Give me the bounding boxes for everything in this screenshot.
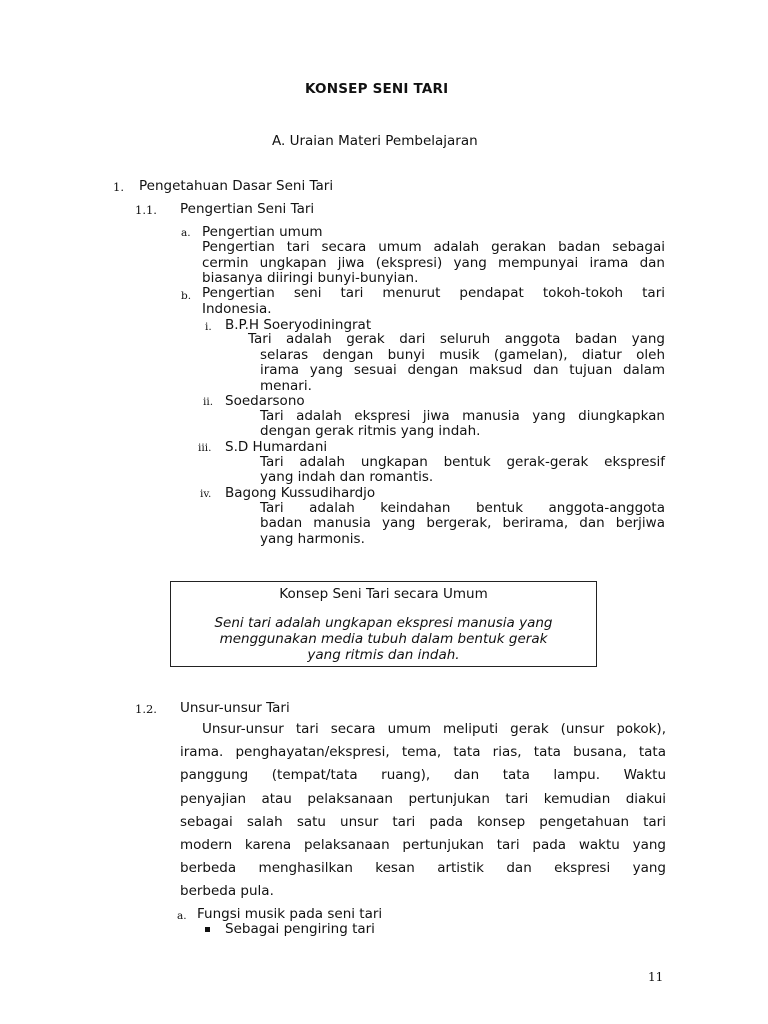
- paragraph-line: modern karena pelaksanaan pertunjukan tari pada waktu yang: [180, 836, 666, 853]
- tokoh-iv-name: Bagong Kussudihardjo: [225, 485, 376, 501]
- paragraph-line: panggung (tempat/tata ruang), dan tata lampu. Waktu: [180, 767, 666, 784]
- tokoh-ii-name: Soedarsono: [225, 393, 305, 409]
- tokoh-ii-text: [260, 409, 665, 440]
- concept-box-line: Seni tari adalah ungkapan ekspresi manusia yang: [214, 615, 553, 631]
- tokoh-iii-line: Tari adalah ungkapan bentuk gerak-gerak ekspresif: [260, 453, 665, 470]
- item-a-label: Pengertian umum: [202, 224, 323, 240]
- item-b-line: Indonesia.: [202, 300, 272, 317]
- item-a-line: Pengertian tari secara umum adalah gerakan badan sebagai: [202, 239, 665, 255]
- tokoh-iii-name: S.D Humardani: [225, 439, 328, 455]
- item11-number: 1.1.: [135, 203, 157, 217]
- item11-label: Pengertian Seni Tari: [180, 201, 315, 217]
- bullet-item: Sebagai pengiring tari: [225, 921, 375, 937]
- tokoh-i-text: [260, 348, 665, 395]
- item12-label: Unsur-unsur Tari: [180, 700, 290, 716]
- section-heading: A. Uraian Materi Pembelajaran: [272, 133, 478, 149]
- item1-label: Pengetahuan Dasar Seni Tari: [139, 178, 334, 194]
- tokoh-i-line: menari.: [260, 377, 312, 394]
- document-title: KONSEP SENI TARI: [305, 81, 449, 97]
- tokoh-iv-line: Tari adalah keindahan bentuk anggota-anggota: [260, 499, 665, 516]
- item-a-line: biasanya diiringi bunyi-bunyian.: [202, 270, 419, 286]
- item-a-line: cermin ungkapan jiwa (ekspresi) yang mempunyai irama dan: [202, 254, 665, 271]
- item-b-line: Pengertian seni tari menurut pendapat tokoh-tokoh tari: [202, 285, 665, 301]
- item-b-text: [202, 286, 665, 317]
- tokoh-iii-text: [260, 455, 665, 486]
- paragraph-line: Unsur-unsur tari secara umum meliputi gerak (unsur pokok),: [202, 721, 666, 737]
- tokoh-ii-line: dengan gerak ritmis yang indah.: [260, 423, 481, 439]
- paragraph-line: penyajian atau pelaksanaan pertunjukan tari kemudian diakui: [180, 790, 666, 807]
- concept-box: [170, 581, 597, 667]
- tokoh-iv-text: [260, 501, 665, 548]
- tokoh-ii-number: ii.: [203, 396, 214, 408]
- paragraph-line: berbeda menghasilkan kesan artistik dan ekspresi yang: [180, 860, 666, 877]
- unsur-paragraph: [180, 718, 666, 904]
- square-bullet-icon: [205, 921, 210, 937]
- paragraph-line: irama. penghayatan/ekspresi, tema, tata rias, tata busana, tata: [180, 744, 666, 761]
- tokoh-iv-line: badan manusia yang bergerak, berirama, dan berjiwa: [260, 515, 665, 531]
- concept-box-title: Konsep Seni Tari secara Umum: [279, 586, 488, 602]
- item-a-text: [202, 240, 665, 287]
- item12-number: 1.2.: [135, 702, 157, 716]
- tokoh-ii-line: Tari adalah ekspresi jiwa manusia yang diungkapkan: [260, 407, 665, 424]
- paragraph-line: berbeda pula.: [180, 883, 274, 900]
- tokoh-i-number: i.: [205, 321, 212, 333]
- tokoh-iii-line: yang indah dan romantis.: [260, 469, 434, 485]
- item12a-label: Fungsi musik pada seni tari: [197, 906, 383, 922]
- tokoh-iii-number: iii.: [198, 442, 212, 454]
- tokoh-i-first-line: [248, 332, 665, 348]
- item1-number: 1.: [113, 180, 124, 194]
- paragraph-line: sebagai salah satu unsur tari pada konsep pengetahuan tari: [180, 813, 666, 830]
- concept-box-line: yang ritmis dan indah.: [307, 647, 460, 663]
- tokoh-i-line: irama yang sesuai dengan maksud dan tujuan dalam: [260, 362, 665, 378]
- concept-box-line: menggunakan media tubuh dalam bentuk gerak: [219, 631, 548, 647]
- tokoh-iv-number: iv.: [200, 488, 212, 500]
- item-a-letter: a.: [181, 227, 191, 239]
- tokoh-i-line: selaras dengan bunyi musik (gamelan), diatur oleh: [260, 346, 665, 363]
- item-b-letter: b.: [181, 290, 192, 302]
- concept-box-body: [181, 615, 586, 663]
- tokoh-iv-line: yang harmonis.: [260, 530, 365, 547]
- tokoh-i-line: Tari adalah gerak dari seluruh anggota badan yang: [248, 331, 665, 347]
- tokoh-i-name: B.P.H Soeryodiningrat: [225, 317, 372, 333]
- page-number: 11: [648, 970, 664, 984]
- item12a-letter: a.: [177, 910, 187, 922]
